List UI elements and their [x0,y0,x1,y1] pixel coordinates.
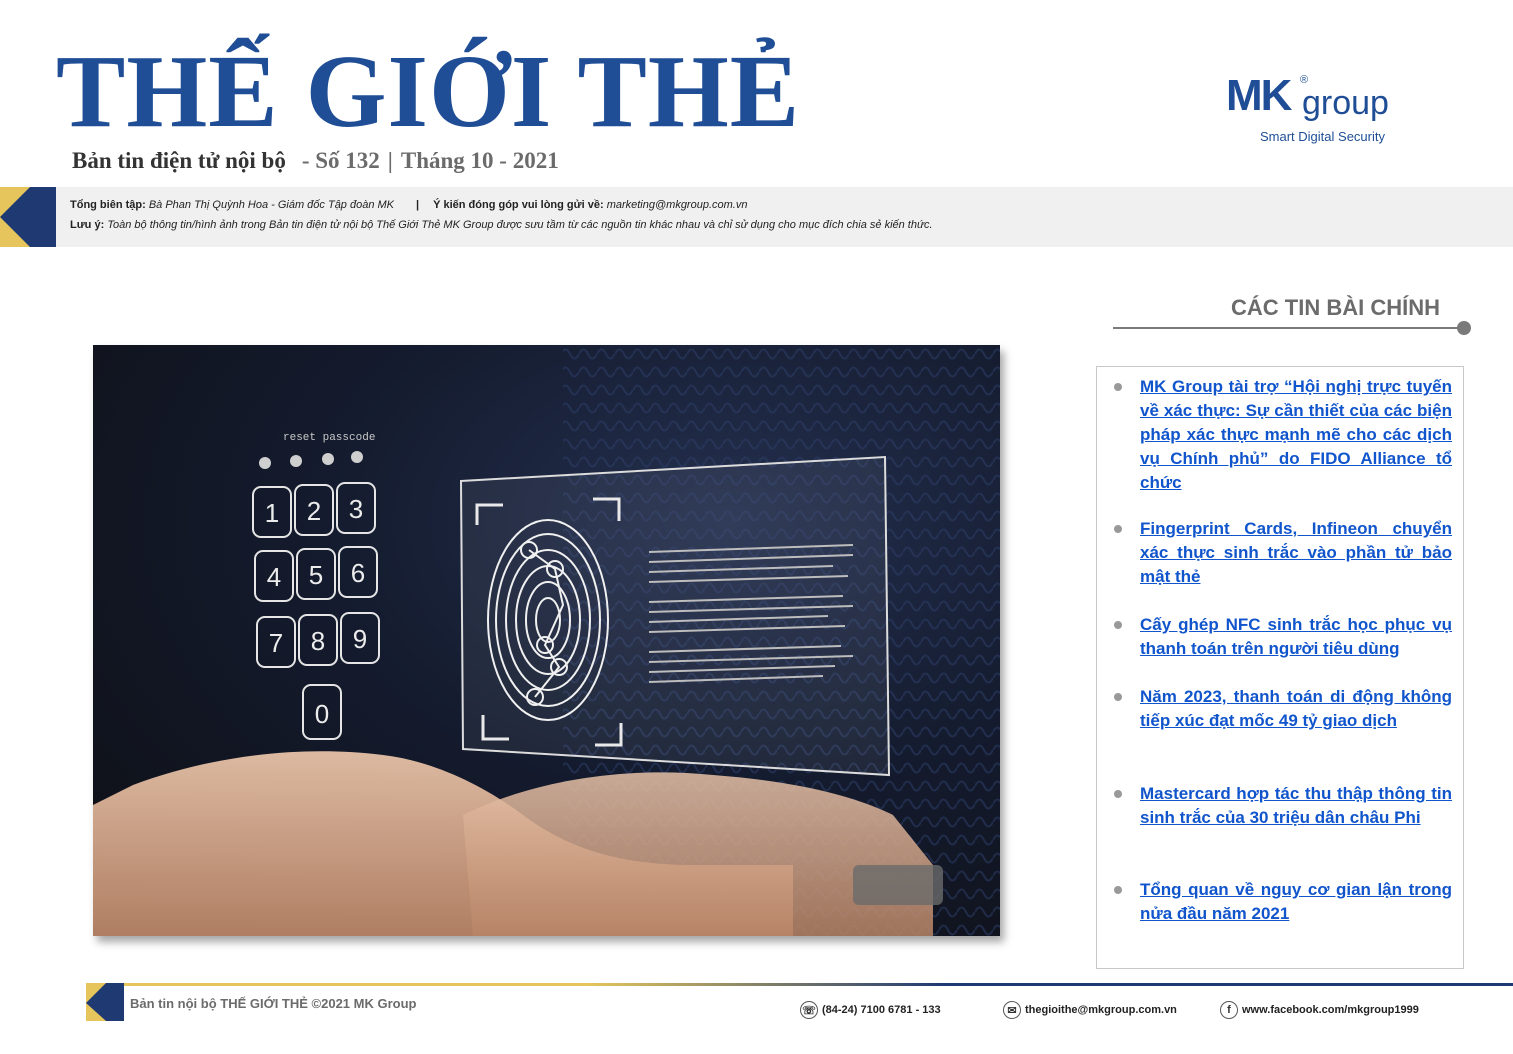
info-separator: | [416,199,420,211]
issue-month: Tháng 10 - 2021 [400,148,559,173]
editor-value: Bà Phan Thị Quỳnh Hoa - Giám đốc Tập đoàn MK [148,199,395,211]
news-bullet [1114,621,1122,629]
facebook-link[interactable]: www.facebook.com/mkgroup1999 [1242,1004,1419,1016]
news-link-mastercard[interactable]: Mastercard hợp tác thu thập thông tin sinh trắc của 30 triệu dân châu Phi [1140,784,1452,827]
sidebar-title: CÁC TIN BÀI CHÍNH [1231,295,1440,320]
logo-group: group [1302,84,1389,122]
feature-image [93,345,1000,936]
news-bullet [1114,525,1122,533]
email-address[interactable]: thegioithe@mkgroup.com.vn [1025,1004,1177,1016]
logo-registered: ® [1300,74,1309,86]
key-9: 9 [352,624,368,654]
editor-label: Tổng biên tập: [70,199,146,211]
footer-copyright: Bản tin nội bộ THẾ GIỚI THẺ ©2021 MK Group [130,996,417,1011]
key-4: 4 [266,562,282,592]
news-link-fraud-overview[interactable]: Tổng quan về nguy cơ gian lận trong nửa đầu năm 2021 [1140,880,1452,923]
key-8: 8 [310,626,326,656]
newsletter-subtitle: Bản tin điện tử nội bộ [72,148,286,173]
corner-triangle-decoration [0,187,56,247]
footer-corner-decoration [86,983,124,1021]
sidebar-divider-dot [1457,321,1471,335]
issue-number: - Số 132 [301,148,380,173]
news-bullet [1114,693,1122,701]
news-link-contactless-2023[interactable]: Năm 2023, thanh toán di động không tiếp xúc đạt mốc 49 tỷ giao dịch [1140,687,1452,730]
key-1: 1 [264,498,280,528]
phone-number: (84-24) 7100 6781 - 133 [822,1004,941,1016]
info-line-editor [70,199,747,211]
phone-icon: ☏ [800,1001,818,1019]
key-6: 6 [350,558,366,588]
note-label: Lưu ý: [70,219,105,231]
key-3: 3 [348,494,364,524]
feedback-label: Ý kiến đóng góp vui lòng gửi về: [433,199,604,211]
key-0: 0 [314,699,330,729]
footer-email [1003,1000,1177,1020]
news-bullet [1114,790,1122,798]
mk-group-logo [1226,71,1416,148]
key-7: 7 [268,628,284,658]
info-bar [56,187,1513,247]
news-bullet [1114,383,1122,391]
feature-illustration [93,345,1000,936]
keypad-label: reset passcode [283,432,376,444]
email-icon: ✉ [1003,1001,1021,1019]
footer-divider [86,983,1513,986]
news-link-fingerprint-cards[interactable]: Fingerprint Cards, Infineon chuyển xác thực sinh trắc vào phần tử bảo mật thẻ [1140,519,1452,586]
news-link-fido[interactable]: MK Group tài trợ “Hội nghị trực tuyến về xác thực: Sự cần thiết của các biện pháp xác thực mạnh mẽ cho các dịch vụ Chính phủ” do FIDO Alliance tổ chức [1140,377,1452,492]
logo-mk: MK [1226,71,1291,120]
key-5: 5 [308,560,324,590]
note-value: Toàn bộ thông tin/hình ảnh trong Bản tin điện tử nội bộ Thế Giới Thẻ MK Group được sưu tầm từ các nguồn tin khác nhau và chỉ sử dụng cho mục đích chia sẻ kiến thức. [107,219,933,231]
facebook-icon: f [1220,1001,1238,1019]
subtitle-separator: | [387,148,393,173]
newsletter-title: THẾ GIỚI THẺ [56,34,801,149]
news-link-nfc-implant[interactable]: Cấy ghép NFC sinh trắc học phục vụ thanh toán trên người tiêu dùng [1140,615,1452,658]
footer-facebook [1220,1000,1419,1020]
footer-phone [800,1000,941,1020]
news-bullet [1114,886,1122,894]
key-2: 2 [306,496,322,526]
logo-tagline: Smart Digital Security [1260,129,1385,144]
feedback-email[interactable]: marketing@mkgroup.com.vn [606,199,748,211]
info-line-note [70,219,933,231]
newsletter-subtitle-line [72,148,559,174]
sidebar-divider [1113,327,1465,329]
